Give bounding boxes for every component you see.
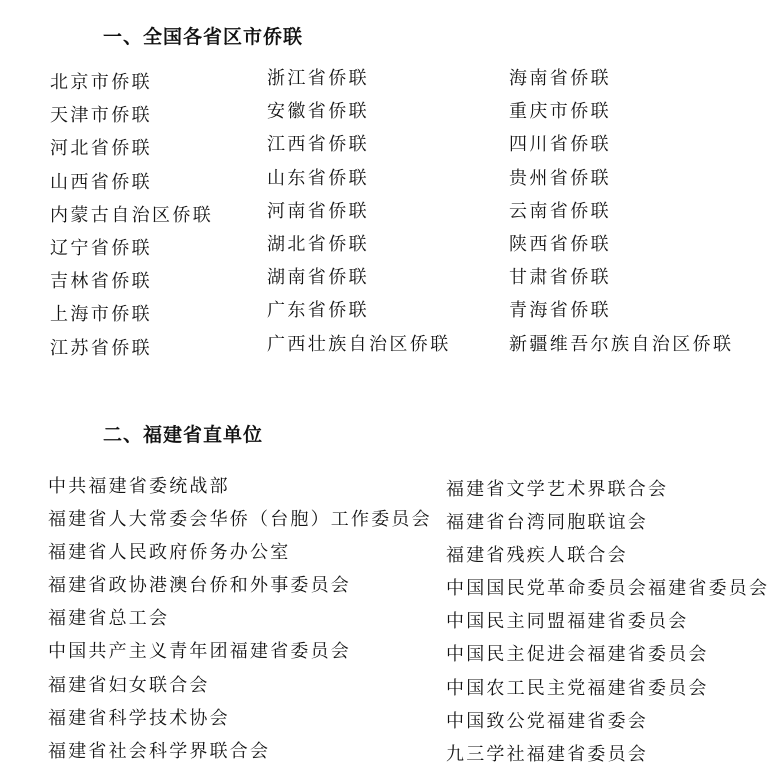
org-item: 浙江省侨联 (267, 68, 369, 89)
org-item: 中国民主促进会福建省委员会 (446, 644, 709, 666)
org-item: 吉林省侨联 (50, 271, 152, 293)
org-item: 陕西省侨联 (509, 233, 611, 255)
org-item: 广东省侨联 (267, 300, 369, 322)
org-item: 福建省残疾人联合会 (446, 545, 628, 567)
org-item: 四川省侨联 (509, 134, 611, 156)
org-item: 重庆市侨联 (509, 101, 611, 123)
section2-column-1 (48, 475, 432, 773)
org-item: 安徽省侨联 (267, 101, 369, 123)
section1-column-3 (509, 67, 733, 366)
org-item: 福建省妇女联合会 (48, 674, 210, 696)
org-item: 福建省台湾同胞联谊会 (446, 512, 648, 534)
org-item: 湖北省侨联 (267, 233, 369, 255)
section1-column-2 (267, 67, 451, 366)
org-item: 九三学社福建省委员会 (446, 743, 648, 765)
org-item: 上海市侨联 (50, 304, 152, 326)
org-item: 福建省科学技术协会 (48, 707, 230, 729)
org-item: 青海省侨联 (509, 300, 611, 322)
org-item: 中国民主同盟福建省委员会 (446, 611, 689, 633)
org-item: 辽宁省侨联 (50, 237, 152, 259)
org-item: 中国国民党革命委员会福建省委员会 (446, 578, 770, 600)
org-item: 江苏省侨联 (50, 337, 152, 359)
org-item: 福建省人民政府侨务办公室 (48, 542, 291, 564)
org-item: 河北省侨联 (50, 138, 152, 160)
org-item: 天津市侨联 (50, 105, 152, 127)
section1-column-1 (50, 71, 213, 370)
org-item: 福建省人大常委会华侨（台胞）工作委员会 (48, 509, 432, 531)
org-item: 中国农工民主党福建省委员会 (446, 677, 709, 699)
org-item: 福建省总工会 (48, 608, 170, 630)
org-item: 山东省侨联 (267, 167, 369, 189)
org-item: 海南省侨联 (509, 68, 611, 89)
org-item: 福建省文学艺术界联合会 (446, 479, 669, 500)
org-item: 北京市侨联 (50, 72, 152, 93)
org-item: 中共福建省委统战部 (48, 476, 230, 497)
org-item: 江西省侨联 (267, 134, 369, 156)
org-item: 广西壮族自治区侨联 (267, 333, 451, 355)
org-item: 福建省社会科学界联合会 (48, 740, 271, 762)
section2-column-2 (446, 478, 769, 776)
org-item: 中国致公党福建省委会 (446, 710, 648, 732)
org-item: 中国共产主义青年团福建省委员会 (48, 641, 351, 663)
org-item: 甘肃省侨联 (509, 267, 611, 289)
org-item: 贵州省侨联 (509, 167, 611, 189)
org-item: 河南省侨联 (267, 200, 369, 222)
section2-heading: 二、福建省直单位 (103, 424, 264, 446)
section1-heading: 一、全国各省区市侨联 (103, 26, 304, 48)
org-item: 内蒙古自治区侨联 (50, 204, 214, 226)
org-item: 云南省侨联 (509, 200, 611, 222)
org-item: 山西省侨联 (50, 171, 152, 193)
org-item: 湖南省侨联 (267, 267, 369, 289)
org-item: 新疆维吾尔族自治区侨联 (509, 333, 734, 355)
org-item: 福建省政协港澳台侨和外事委员会 (48, 575, 351, 597)
